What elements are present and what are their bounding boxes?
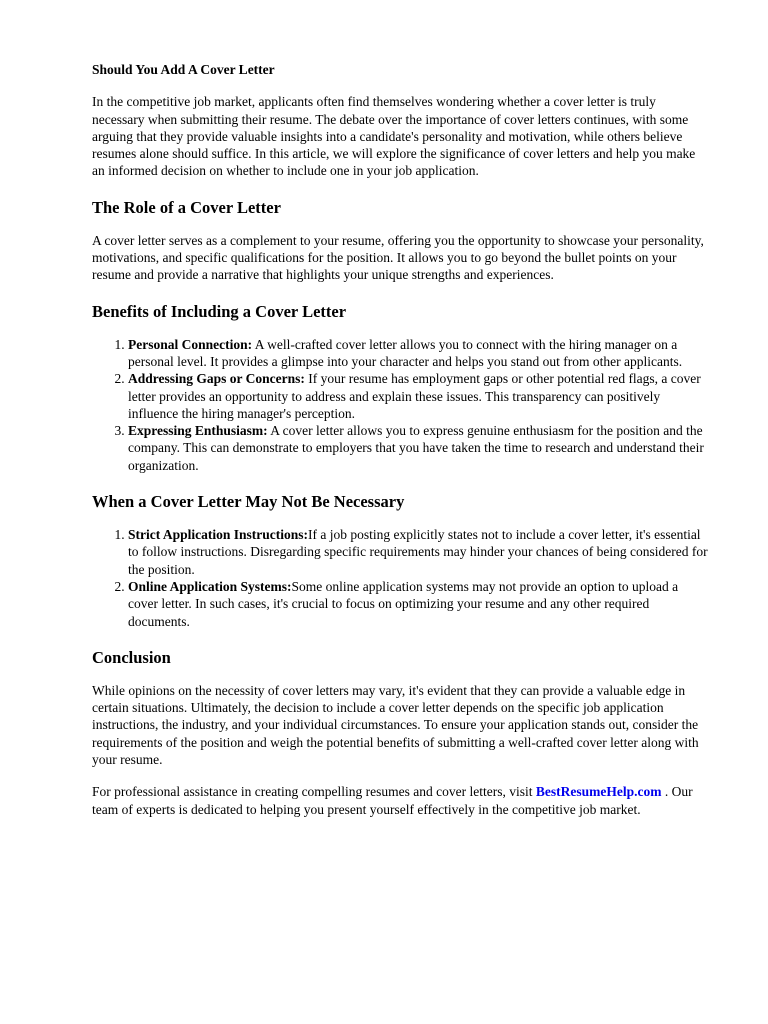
benefits-list <box>92 336 710 474</box>
list-item-text: Some online application systems may not provide an option to upload a cover letter. In such cases, it's crucial to focus on optimizing your resume and any other required documents. <box>128 578 679 629</box>
section-heading-benefits: Benefits of Including a Cover Letter <box>92 301 347 321</box>
list-item <box>128 578 710 630</box>
section-heading-conclusion: Conclusion <box>92 647 171 667</box>
bestresumehelp-link[interactable]: BestResumeHelp.com <box>535 784 662 800</box>
when-not-list <box>92 526 710 630</box>
list-item-lead: Expressing Enthusiasm: <box>128 423 268 439</box>
list-item-text: If your resume has employment gaps or other potential red flags, a cover letter provides an opportunity to address and explain these issues. This transparency can positively influence the hiring manager's perception. <box>128 371 701 421</box>
list-item-lead: Addressing Gaps or Concerns: <box>128 371 305 387</box>
list-item <box>128 336 710 371</box>
list-item-lead: Personal Connection: <box>128 336 253 352</box>
section-heading-role: The Role of a Cover Letter <box>92 197 281 217</box>
list-item <box>128 422 710 474</box>
list-item <box>128 370 710 422</box>
footer-paragraph <box>92 783 710 818</box>
role-paragraph: A cover letter serves as a complement to your resume, offering you the opportunity to showcase your personality, motivations, and specific qualifications for the position. It allows you to go beyond the bullet points on your resume and provide a narrative that highlights your unique strengths and experiences. <box>92 232 704 283</box>
list-item-lead: Online Application Systems: <box>128 578 292 594</box>
list-item <box>128 526 710 578</box>
list-item-text: A well-crafted cover letter allows you to connect with the hiring manager on a personal level. It provides a glimpse into your character and helps you stand out from other applicants. <box>128 336 683 369</box>
footer-text-after: . Our team of experts is dedicated to helping you present yourself effectively in the competitive job market. <box>92 784 693 817</box>
article-title: Should You Add A Cover Letter <box>92 62 275 77</box>
conclusion-paragraph: While opinions on the necessity of cover letters may vary, it's evident that they can provide a valuable edge in certain situations. Ultimately, the decision to include a cover letter depends on the specific job application instructions, the industry, and your individual circumstances. To ensure your application stands out, consider the requirements of the position and weigh the potential benefits of submitting a well-crafted cover letter along with your resume. <box>92 682 699 768</box>
list-item-text: If a job posting explicitly states not to include a cover letter, it's essential to follow instructions. Disregarding specific requirements may hinder your chances of being considered for the position. <box>128 527 708 577</box>
footer-text-before: For professional assistance in creating compelling resumes and cover letters, visit <box>92 784 536 800</box>
intro-paragraph: In the competitive job market, applicants often find themselves wondering whether a cover letter is truly necessary when submitting their resume. The debate over the importance of cover letters continues, with some arguing that they provide valuable insights into a candidate's personality and motivation, while others believe resumes alone should suffice. In this article, we will explore the significance of cover letters and help you make an informed decision on whether to include one in your job application. <box>92 94 696 179</box>
section-heading-when-not-necessary: When a Cover Letter May Not Be Necessary <box>92 492 405 512</box>
list-item-text: A cover letter allows you to express genuine enthusiasm for the position and the company. This can demonstrate to employers that you have taken the time to research and understand their organization. <box>128 423 704 473</box>
list-item-lead: Strict Application Instructions: <box>128 527 309 543</box>
